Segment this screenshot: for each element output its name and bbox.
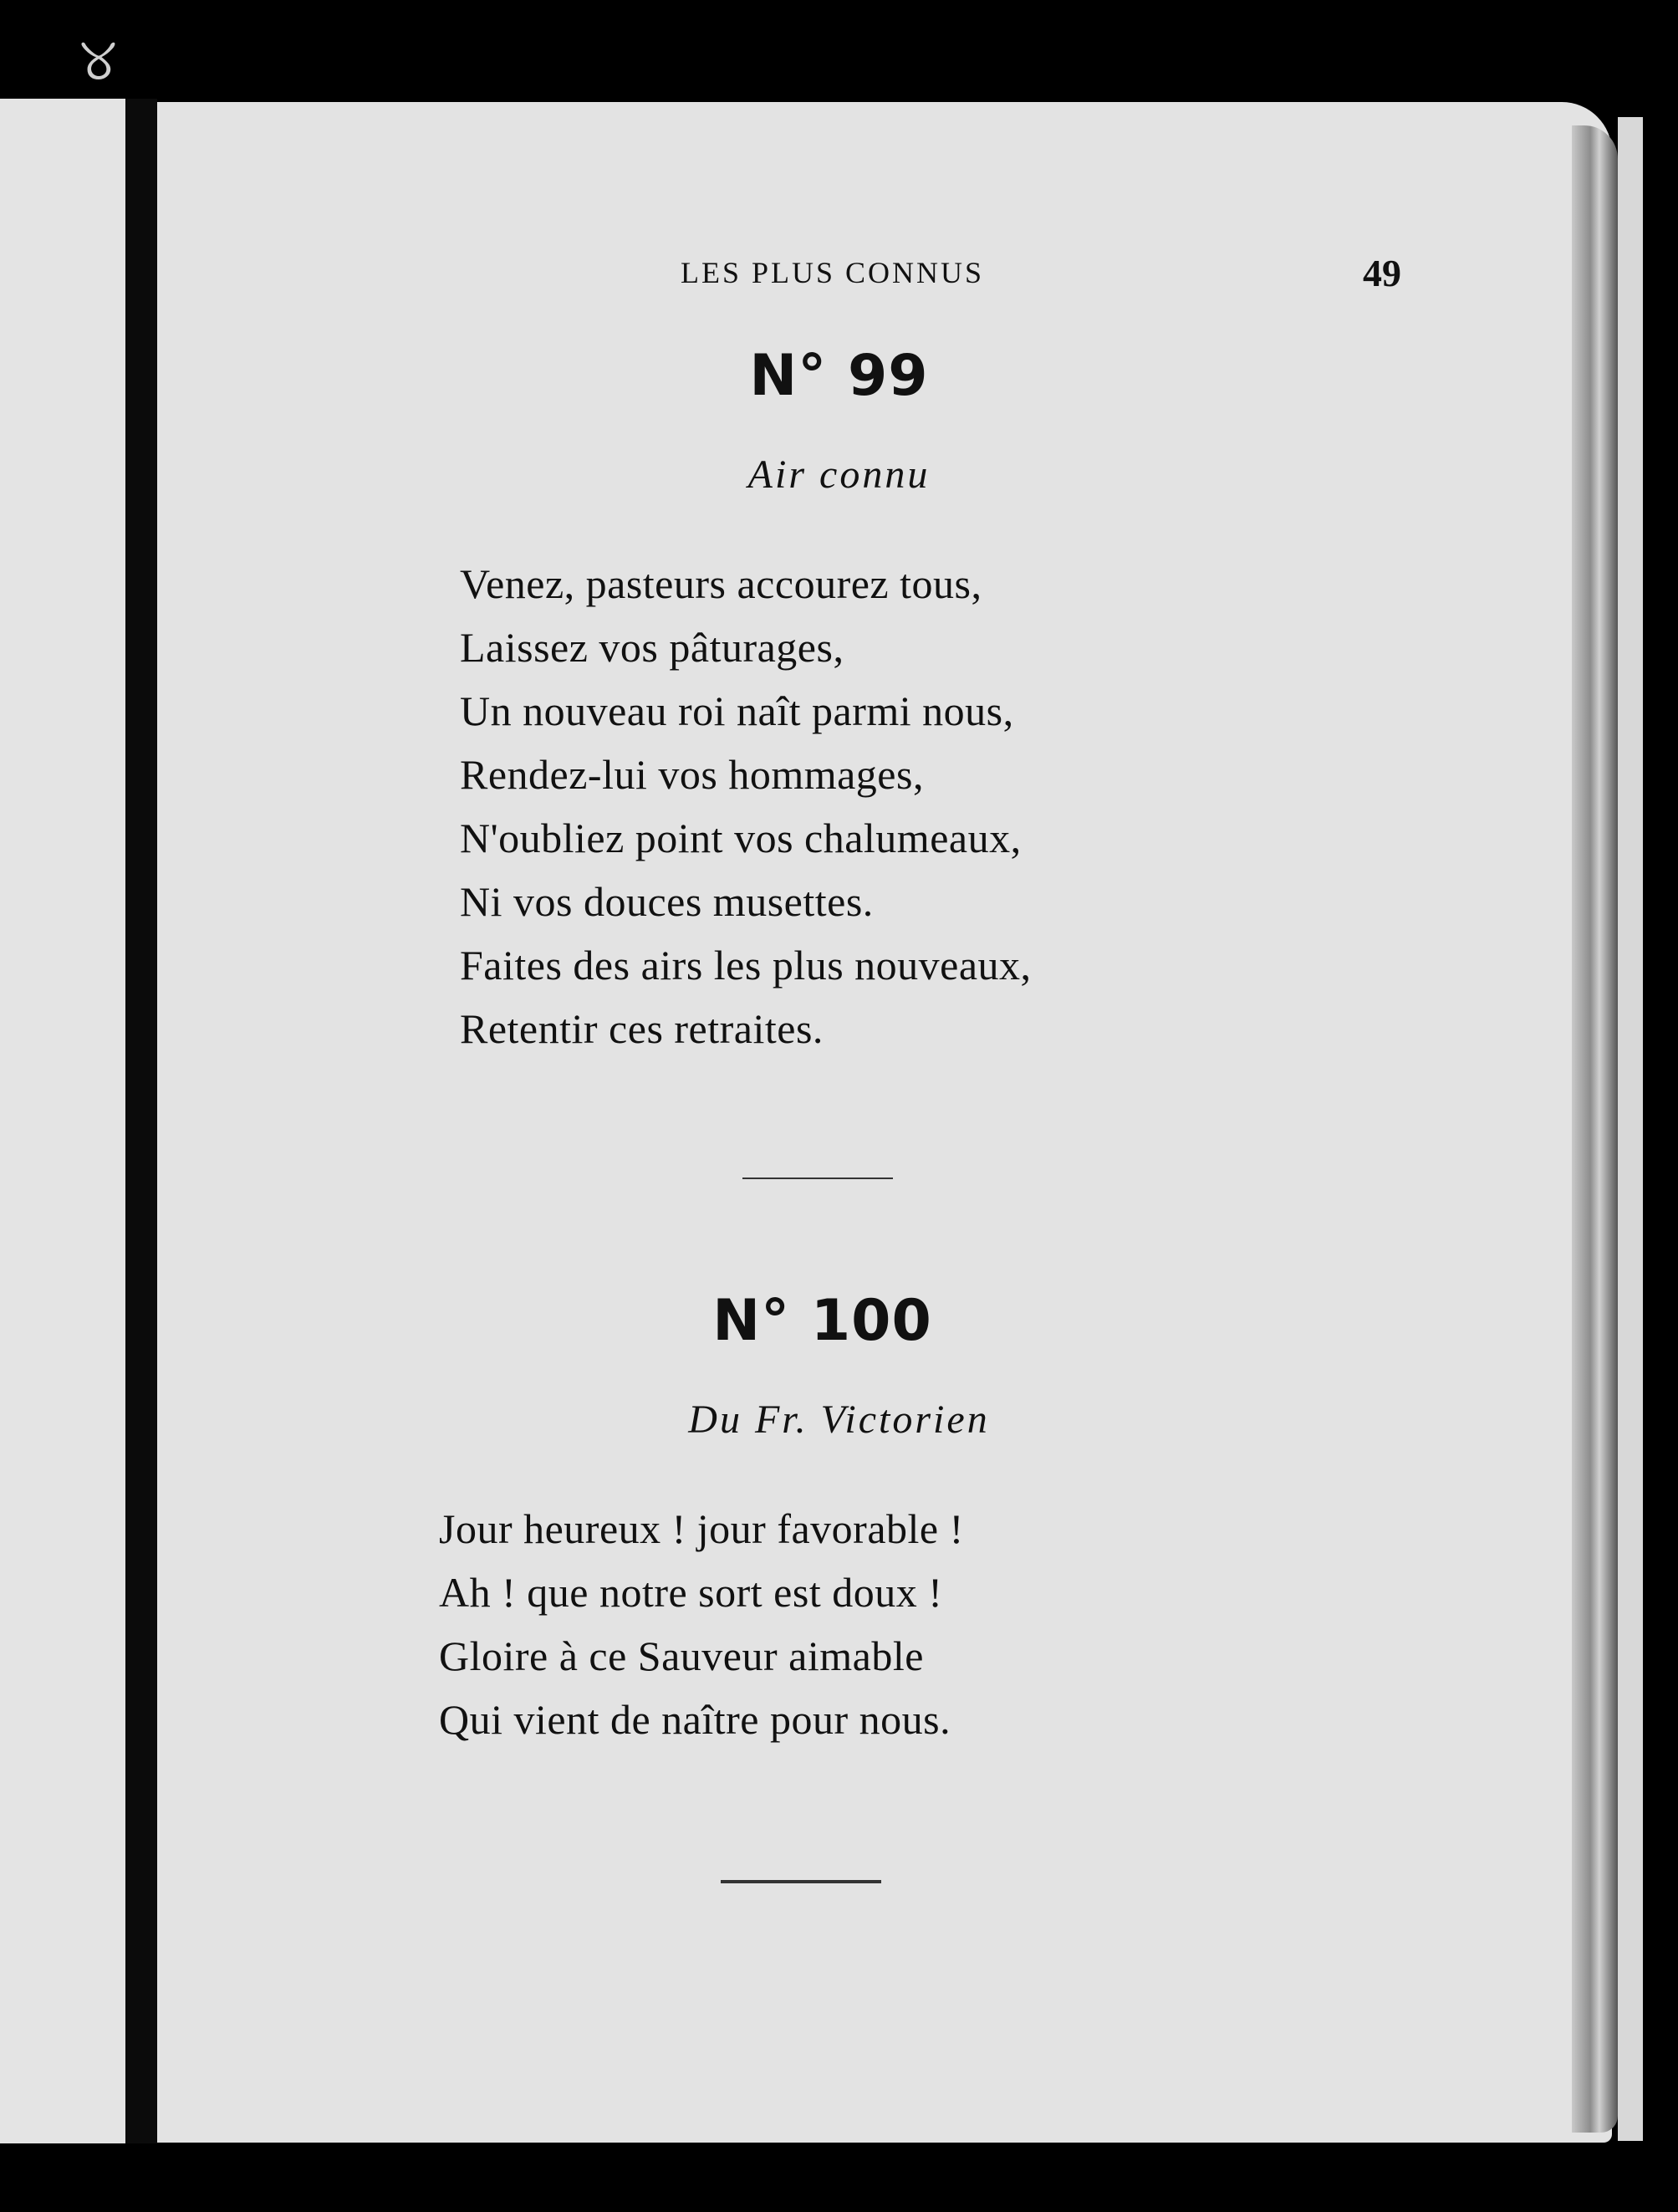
song-number: N° 100 — [712, 1288, 932, 1354]
verse-line: Jour heureux ! jour favorable ! — [439, 1505, 964, 1552]
verse-line: Un nouveau roi naît parmi nous, — [460, 687, 1014, 734]
running-header — [0, 255, 1678, 290]
song-verse — [460, 552, 1032, 1060]
section-divider — [742, 1178, 893, 1179]
page-edge-shadow — [1572, 125, 1618, 2133]
song-verse — [439, 1497, 964, 1751]
scan-margin — [1618, 117, 1643, 2141]
verse-line: Qui vient de naître pour nous. — [439, 1696, 951, 1743]
page-number: 49 — [1363, 252, 1401, 294]
verse-line: N'oubliez point vos chalumeaux, — [460, 815, 1022, 861]
scan-corner-mark: ୪ — [79, 25, 117, 94]
verse-line: Venez, pasteurs accourez tous, — [460, 560, 982, 607]
verse-line: Faites des airs les plus nouveaux, — [460, 942, 1032, 989]
running-title: LES PLUS CONNUS — [680, 256, 985, 289]
song-number: N° 99 — [749, 343, 929, 409]
song-subtitle: Du Fr. Victorien — [688, 1397, 990, 1442]
verse-line: Laissez vos pâturages, — [460, 624, 844, 671]
verse-line: Ni vos douces musettes. — [460, 878, 874, 925]
song-subtitle: Air connu — [747, 452, 931, 497]
verse-line: Retentir ces retraites. — [460, 1005, 824, 1052]
verse-line: Gloire à ce Sauveur aimable — [439, 1632, 924, 1679]
verse-line: Rendez-lui vos hommages, — [460, 751, 924, 798]
section-divider — [721, 1880, 881, 1883]
verse-line: Ah ! que notre sort est doux ! — [439, 1569, 943, 1616]
